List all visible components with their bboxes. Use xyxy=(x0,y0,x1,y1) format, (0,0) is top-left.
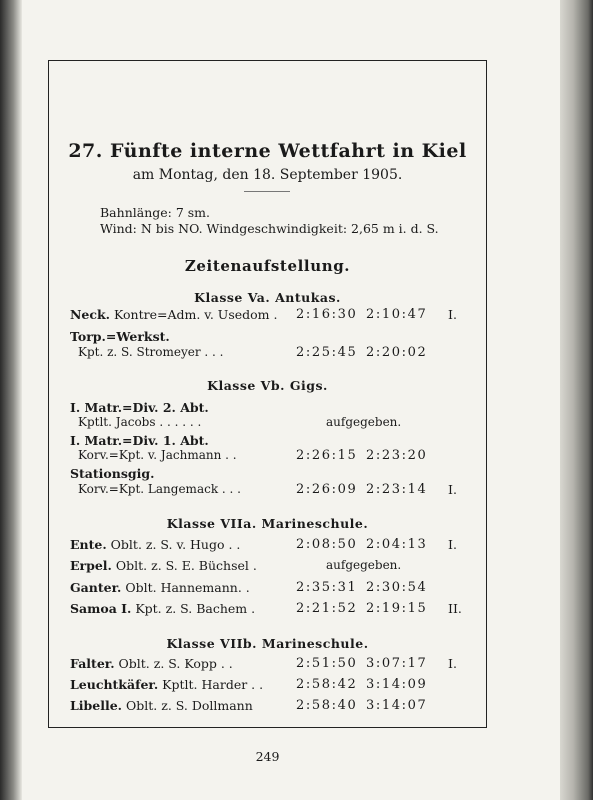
section-heading: Zeitenaufstellung. xyxy=(184,257,351,275)
corrected-time: 2:04:13 xyxy=(366,537,428,552)
corrected-time: 2:20:02 xyxy=(366,345,428,360)
elapsed-time: 2:58:42 xyxy=(296,677,358,692)
placing: I. xyxy=(448,307,457,322)
entry-line xyxy=(70,601,255,616)
boat-name: Samoa I. xyxy=(70,601,132,616)
skipper: Oblt. z. S. E. Büchsel . xyxy=(111,558,257,573)
boat-name: Ente. xyxy=(70,537,107,552)
corrected-time: 2:19:15 xyxy=(366,601,428,616)
class-heading: Klasse Vb. Gigs. xyxy=(207,378,328,393)
entry-line xyxy=(70,656,233,671)
corrected-time: 3:14:09 xyxy=(366,677,428,692)
placing: I. xyxy=(448,537,457,552)
wind-info: Wind: N bis NO. Windgeschwindigkeit: 2,65 m i. d. S. xyxy=(100,221,439,236)
skipper: Korv.=Kpt. Langemack . . . xyxy=(78,482,241,496)
boat-name: Torp.=Werkst. xyxy=(70,329,170,344)
page-number: 249 xyxy=(255,749,280,764)
elapsed-time: 2:58:40 xyxy=(296,698,358,713)
placing: I. xyxy=(448,482,457,497)
course-length: Bahnlänge: 7 sm. xyxy=(100,205,210,220)
skipper: Kpt. z. S. Bachem . xyxy=(131,601,256,616)
boat-name: Ganter. xyxy=(70,580,122,595)
boat-name: I. Matr.=Div. 1. Abt. xyxy=(70,433,209,448)
book-gutter xyxy=(0,0,22,800)
withdrawn-note: aufgegeben. xyxy=(326,415,402,429)
page-edge xyxy=(560,0,593,800)
entry-line xyxy=(70,580,250,595)
boat-name: Stationsgig. xyxy=(70,466,155,481)
boat-name: Erpel. xyxy=(70,558,112,573)
skipper: Kptlt. Harder . . xyxy=(158,677,264,692)
boat-name: Libelle. xyxy=(70,698,123,713)
leader-dots: . xyxy=(269,307,278,322)
elapsed-time: 2:08:50 xyxy=(296,537,358,552)
corrected-time: 2:23:20 xyxy=(366,448,428,463)
boat-name: I. Matr.=Div. 2. Abt. xyxy=(70,400,209,415)
elapsed-time: 2:51:50 xyxy=(296,656,358,671)
withdrawn-note: aufgegeben. xyxy=(326,558,402,572)
skipper: Oblt. Hannemann. . xyxy=(121,580,250,595)
entry-line xyxy=(70,698,253,713)
skipper: Oblt. z. S. Kopp . . xyxy=(114,656,233,671)
class-heading: Klasse VIIa. Marineschule. xyxy=(166,516,369,531)
page-subtitle: am Montag, den 18. September 1905. xyxy=(132,167,403,183)
elapsed-time: 2:25:45 xyxy=(296,345,358,360)
page-title: 27. Fünfte interne Wettfahrt in Kiel xyxy=(68,140,467,162)
skipper: Oblt. z. S. Dollmann xyxy=(122,698,253,713)
elapsed-time: 2:16:30 xyxy=(296,307,358,322)
entry-line xyxy=(70,558,257,573)
elapsed-time: 2:35:31 xyxy=(296,580,358,595)
elapsed-time: 2:21:52 xyxy=(296,601,358,616)
corrected-time: 3:07:17 xyxy=(366,656,428,671)
boat-name: Falter. xyxy=(70,656,115,671)
skipper: Kpt. z. S. Stromeyer . . . xyxy=(78,345,224,359)
skipper: Kontre=Adm. v. Usedom xyxy=(110,307,270,322)
corrected-time: 3:14:07 xyxy=(366,698,428,713)
skipper: Korv.=Kpt. v. Jachmann . . xyxy=(78,448,237,462)
entry-line xyxy=(70,307,277,322)
corrected-time: 2:10:47 xyxy=(366,307,428,322)
class-heading: Klasse Va. Antukas. xyxy=(194,290,341,305)
elapsed-time: 2:26:09 xyxy=(296,482,358,497)
entry-line xyxy=(70,677,263,692)
skipper: Kptlt. Jacobs . . . . . . xyxy=(78,415,202,429)
skipper: Oblt. z. S. v. Hugo . . xyxy=(106,537,241,552)
entry-line xyxy=(70,537,240,552)
corrected-time: 2:23:14 xyxy=(366,482,428,497)
boat-name: Leuchtkäfer. xyxy=(70,677,159,692)
title-divider xyxy=(244,191,290,192)
placing: II. xyxy=(448,601,462,616)
elapsed-time: 2:26:15 xyxy=(296,448,358,463)
placing: I. xyxy=(448,656,457,671)
boat-name: Neck. xyxy=(70,307,111,322)
class-heading: Klasse VIIb. Marineschule. xyxy=(166,636,369,651)
corrected-time: 2:30:54 xyxy=(366,580,428,595)
